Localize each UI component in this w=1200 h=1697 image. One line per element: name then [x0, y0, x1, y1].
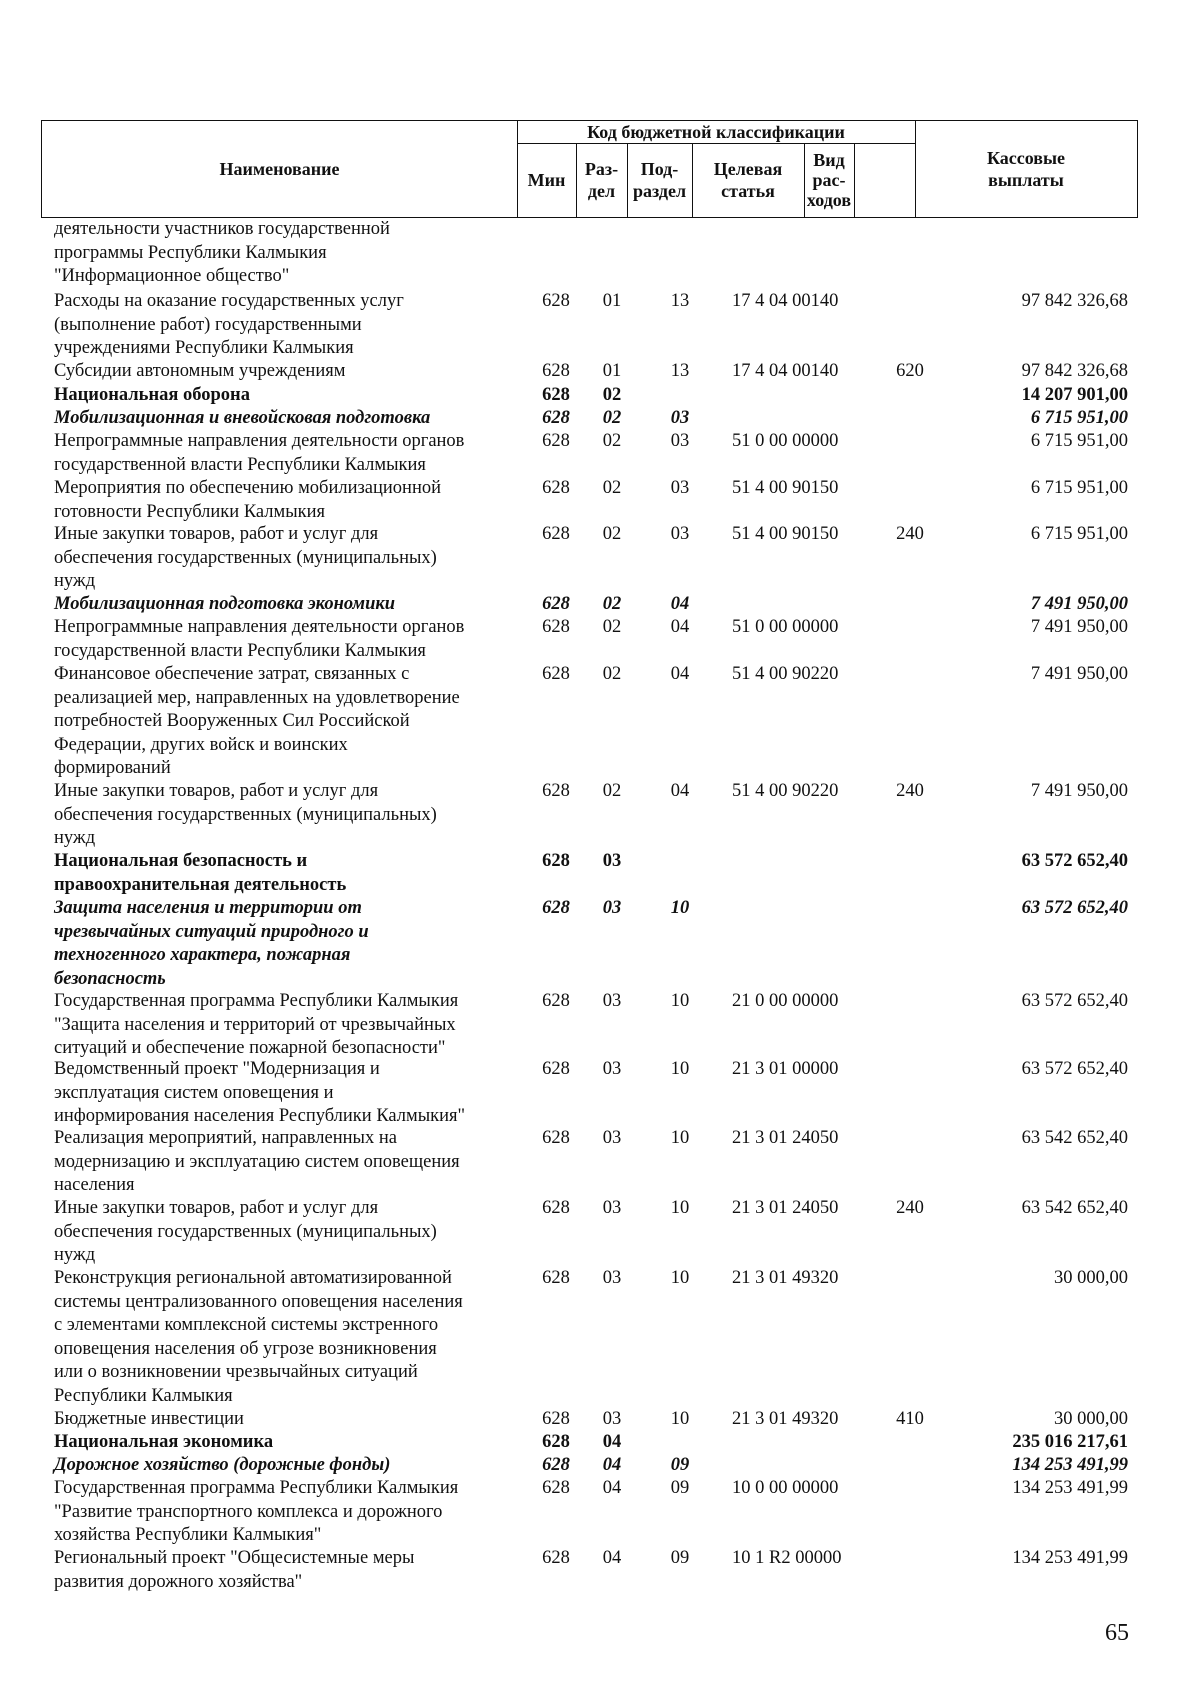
- header-kassovye-vyplaty: Кассовые выплаты: [986, 148, 1066, 190]
- page-number: 65: [1105, 1620, 1129, 1646]
- cell-razdel: 02: [602, 408, 622, 428]
- cell-sum: 134 253 491,99: [1012, 1455, 1128, 1475]
- cell-min: 628: [542, 478, 570, 498]
- cell-name: Мероприятия по обеспечению мобилизационной готовности Республики Калмыкия: [54, 478, 442, 522]
- cell-podrazdel: 04: [670, 594, 690, 614]
- cell-sum: 235 016 217,61: [1012, 1432, 1128, 1452]
- cell-sum: 7 491 950,00: [1030, 664, 1128, 684]
- cell-razdel: 02: [602, 781, 622, 801]
- cell-cs: 51 4 00 90150: [732, 524, 839, 544]
- header-name: Наименование: [219, 159, 340, 179]
- header-group: Код бюджетной классификации: [587, 122, 845, 142]
- cell-min: 628: [542, 1548, 570, 1568]
- cell-min: 628: [542, 781, 570, 801]
- cell-min: 628: [542, 1432, 570, 1452]
- cell-razdel: 01: [602, 361, 622, 381]
- cell-name: Бюджетные инвестиции: [54, 1409, 244, 1429]
- cell-podrazdel: 04: [670, 664, 690, 684]
- cell-min: 628: [542, 408, 570, 428]
- cell-min: 628: [542, 664, 570, 684]
- cell-podrazdel: 10: [670, 1268, 690, 1288]
- cell-podrazdel: 04: [670, 617, 690, 637]
- cell-razdel: 03: [602, 1409, 622, 1429]
- cell-razdel: 03: [602, 898, 622, 918]
- cell-min: 628: [542, 1198, 570, 1218]
- cell-cs: 51 0 00 00000: [732, 431, 839, 451]
- header-celevaya-statya: Целевая статья: [713, 159, 783, 201]
- cell-name: Финансовое обеспечение затрат, связанных с реализацией мер, направленных на удовлетворение потребностей Вооруженных Сил Российской Федерации, других войск и воинских формирований: [54, 664, 460, 778]
- cell-name: Иные закупки товаров, работ и услуг для обеспечения государственных (муниципальных) нужд: [54, 524, 437, 591]
- cell-podrazdel: 03: [670, 408, 690, 428]
- cell-vid: 410: [896, 1409, 924, 1429]
- cell-podrazdel: 13: [670, 361, 690, 381]
- cell-razdel: 03: [602, 1268, 622, 1288]
- cell-cs: 17 4 04 00140: [732, 291, 839, 311]
- cell-name: Непрограммные направления деятельности органов государственной власти Республики Калмыкия: [54, 617, 465, 661]
- cell-podrazdel: 09: [670, 1548, 690, 1568]
- cell-sum: 7 491 950,00: [1030, 781, 1128, 801]
- cell-razdel: 02: [602, 617, 622, 637]
- cell-razdel: 04: [602, 1548, 622, 1568]
- cell-podrazdel: 09: [670, 1478, 690, 1498]
- cell-vid: 620: [896, 361, 924, 381]
- cell-razdel: 02: [602, 385, 622, 405]
- cell-name: Национальная безопасность и правоохранительная деятельность: [54, 851, 347, 895]
- header-vid-rashodov: Вид рас- ходов: [806, 150, 852, 210]
- cell-podrazdel: 13: [670, 291, 690, 311]
- cell-podrazdel: 10: [670, 1128, 690, 1148]
- cell-sum: 63 572 652,40: [1021, 851, 1128, 871]
- cell-cs: 21 3 01 24050: [732, 1128, 839, 1148]
- cell-podrazdel: 03: [670, 524, 690, 544]
- cell-name: Субсидии автономным учреждениям: [54, 361, 346, 381]
- cell-razdel: 04: [602, 1455, 622, 1475]
- cell-name: деятельности участников государственной программы Республики Калмыкия "Информационное общество": [54, 219, 390, 286]
- cell-razdel: 02: [602, 524, 622, 544]
- cell-razdel: 02: [602, 664, 622, 684]
- cell-sum: 97 842 326,68: [1021, 291, 1128, 311]
- cell-min: 628: [542, 617, 570, 637]
- table-header: [41, 120, 1138, 218]
- cell-cs: 21 3 01 24050: [732, 1198, 839, 1218]
- cell-cs: 51 4 00 90150: [732, 478, 839, 498]
- cell-name: Ведомственный проект "Модернизация и эксплуатация систем оповещения и информирования населения Республики Калмыкия": [54, 1059, 466, 1126]
- cell-razdel: 01: [602, 291, 622, 311]
- cell-cs: 10 0 00 00000: [732, 1478, 839, 1498]
- cell-name: Расходы на оказание государственных услуг (выполнение работ) государственными учреждениями Республики Калмыкия: [54, 291, 404, 358]
- cell-cs: 10 1 R2 00000: [732, 1548, 842, 1568]
- cell-razdel: 04: [602, 1432, 622, 1452]
- cell-razdel: 03: [602, 1059, 622, 1079]
- cell-sum: 6 715 951,00: [1030, 408, 1128, 428]
- cell-cs: 51 4 00 90220: [732, 781, 839, 801]
- cell-cs: 17 4 04 00140: [732, 361, 839, 381]
- header-podrazdel: Под- раздел: [632, 159, 687, 201]
- cell-sum: 134 253 491,99: [1012, 1548, 1128, 1568]
- cell-podrazdel: 04: [670, 781, 690, 801]
- cell-name: Иные закупки товаров, работ и услуг для обеспечения государственных (муниципальных) нужд: [54, 1198, 437, 1265]
- cell-sum: 63 542 652,40: [1021, 1198, 1128, 1218]
- cell-cs: 21 3 01 49320: [732, 1268, 839, 1288]
- cell-razdel: 03: [602, 851, 622, 871]
- cell-vid: 240: [896, 524, 924, 544]
- cell-sum: 63 572 652,40: [1021, 991, 1128, 1011]
- cell-sum: 97 842 326,68: [1021, 361, 1128, 381]
- cell-sum: 6 715 951,00: [1030, 524, 1128, 544]
- cell-sum: 14 207 901,00: [1021, 385, 1128, 405]
- cell-podrazdel: 03: [670, 478, 690, 498]
- cell-name: Национальная экономика: [54, 1432, 274, 1452]
- cell-min: 628: [542, 361, 570, 381]
- cell-name: Государственная программа Республики Калмыкия "Развитие транспортного комплекса и дорожного хозяйства Республики Калмыкия": [54, 1478, 459, 1545]
- cell-min: 628: [542, 851, 570, 871]
- cell-podrazdel: 10: [670, 1059, 690, 1079]
- cell-name: Непрограммные направления деятельности органов государственной власти Республики Калмыкия: [54, 431, 465, 475]
- cell-name: Защита населения и территории от чрезвычайных ситуаций природного и техногенного характера, пожарная безопасность: [54, 898, 369, 989]
- cell-cs: 21 3 01 49320: [732, 1409, 839, 1429]
- cell-cs: 21 3 01 00000: [732, 1059, 839, 1079]
- cell-min: 628: [542, 1455, 570, 1475]
- cell-sum: 30 000,00: [1054, 1409, 1128, 1429]
- cell-sum: 6 715 951,00: [1030, 431, 1128, 451]
- cell-podrazdel: 10: [670, 1409, 690, 1429]
- cell-min: 628: [542, 431, 570, 451]
- cell-razdel: 04: [602, 1478, 622, 1498]
- cell-podrazdel: 10: [670, 991, 690, 1011]
- cell-min: 628: [542, 594, 570, 614]
- cell-razdel: 03: [602, 1128, 622, 1148]
- cell-min: 628: [542, 1059, 570, 1079]
- cell-cs: 51 4 00 90220: [732, 664, 839, 684]
- cell-min: 628: [542, 291, 570, 311]
- cell-min: 628: [542, 991, 570, 1011]
- cell-name: Мобилизационная и вневойсковая подготовка: [54, 408, 431, 428]
- cell-podrazdel: 03: [670, 431, 690, 451]
- cell-min: 628: [542, 1128, 570, 1148]
- header-min: Мин: [527, 170, 566, 190]
- cell-cs: 21 0 00 00000: [732, 991, 839, 1011]
- cell-sum: 63 542 652,40: [1021, 1128, 1128, 1148]
- cell-podrazdel: 10: [670, 1198, 690, 1218]
- cell-razdel: 02: [602, 431, 622, 451]
- cell-min: 628: [542, 1409, 570, 1429]
- cell-min: 628: [542, 1478, 570, 1498]
- cell-razdel: 02: [602, 594, 622, 614]
- cell-podrazdel: 09: [670, 1455, 690, 1475]
- cell-razdel: 02: [602, 478, 622, 498]
- cell-sum: 7 491 950,00: [1030, 617, 1128, 637]
- cell-sum: 134 253 491,99: [1012, 1478, 1128, 1498]
- header-razdel: Раз- дел: [584, 159, 619, 201]
- cell-vid: 240: [896, 781, 924, 801]
- cell-razdel: 03: [602, 1198, 622, 1218]
- cell-name: Региональный проект "Общесистемные меры развития дорожного хозяйства": [54, 1548, 415, 1592]
- cell-min: 628: [542, 898, 570, 918]
- cell-razdel: 03: [602, 991, 622, 1011]
- cell-cs: 51 0 00 00000: [732, 617, 839, 637]
- cell-name: Реализация мероприятий, направленных на модернизацию и эксплуатацию систем оповещения населения: [54, 1128, 460, 1195]
- cell-sum: 63 572 652,40: [1021, 1059, 1128, 1079]
- cell-name: Иные закупки товаров, работ и услуг для обеспечения государственных (муниципальных) нужд: [54, 781, 437, 848]
- cell-name: Реконструкция региональной автоматизированной системы централизованного оповещения населения с элементами комплексной системы экстренного оповещения населения об угрозе возникновения или о возникновении чрезвычайных ситуаций Республики Калмыкия: [54, 1268, 463, 1406]
- cell-min: 628: [542, 385, 570, 405]
- cell-name: Государственная программа Республики Калмыкия "Защита населения и территорий от чрезвычайных ситуаций и обеспечение пожарной безопасности": [54, 991, 459, 1058]
- cell-name: Дорожное хозяйство (дорожные фонды): [54, 1455, 391, 1475]
- cell-name: Национальная оборона: [54, 385, 250, 405]
- cell-vid: 240: [896, 1198, 924, 1218]
- cell-sum: 30 000,00: [1054, 1268, 1128, 1288]
- cell-name: Мобилизационная подготовка экономики: [54, 594, 396, 614]
- cell-sum: 6 715 951,00: [1030, 478, 1128, 498]
- cell-min: 628: [542, 524, 570, 544]
- cell-min: 628: [542, 1268, 570, 1288]
- cell-podrazdel: 10: [670, 898, 690, 918]
- cell-sum: 63 572 652,40: [1021, 898, 1128, 918]
- cell-sum: 7 491 950,00: [1030, 594, 1128, 614]
